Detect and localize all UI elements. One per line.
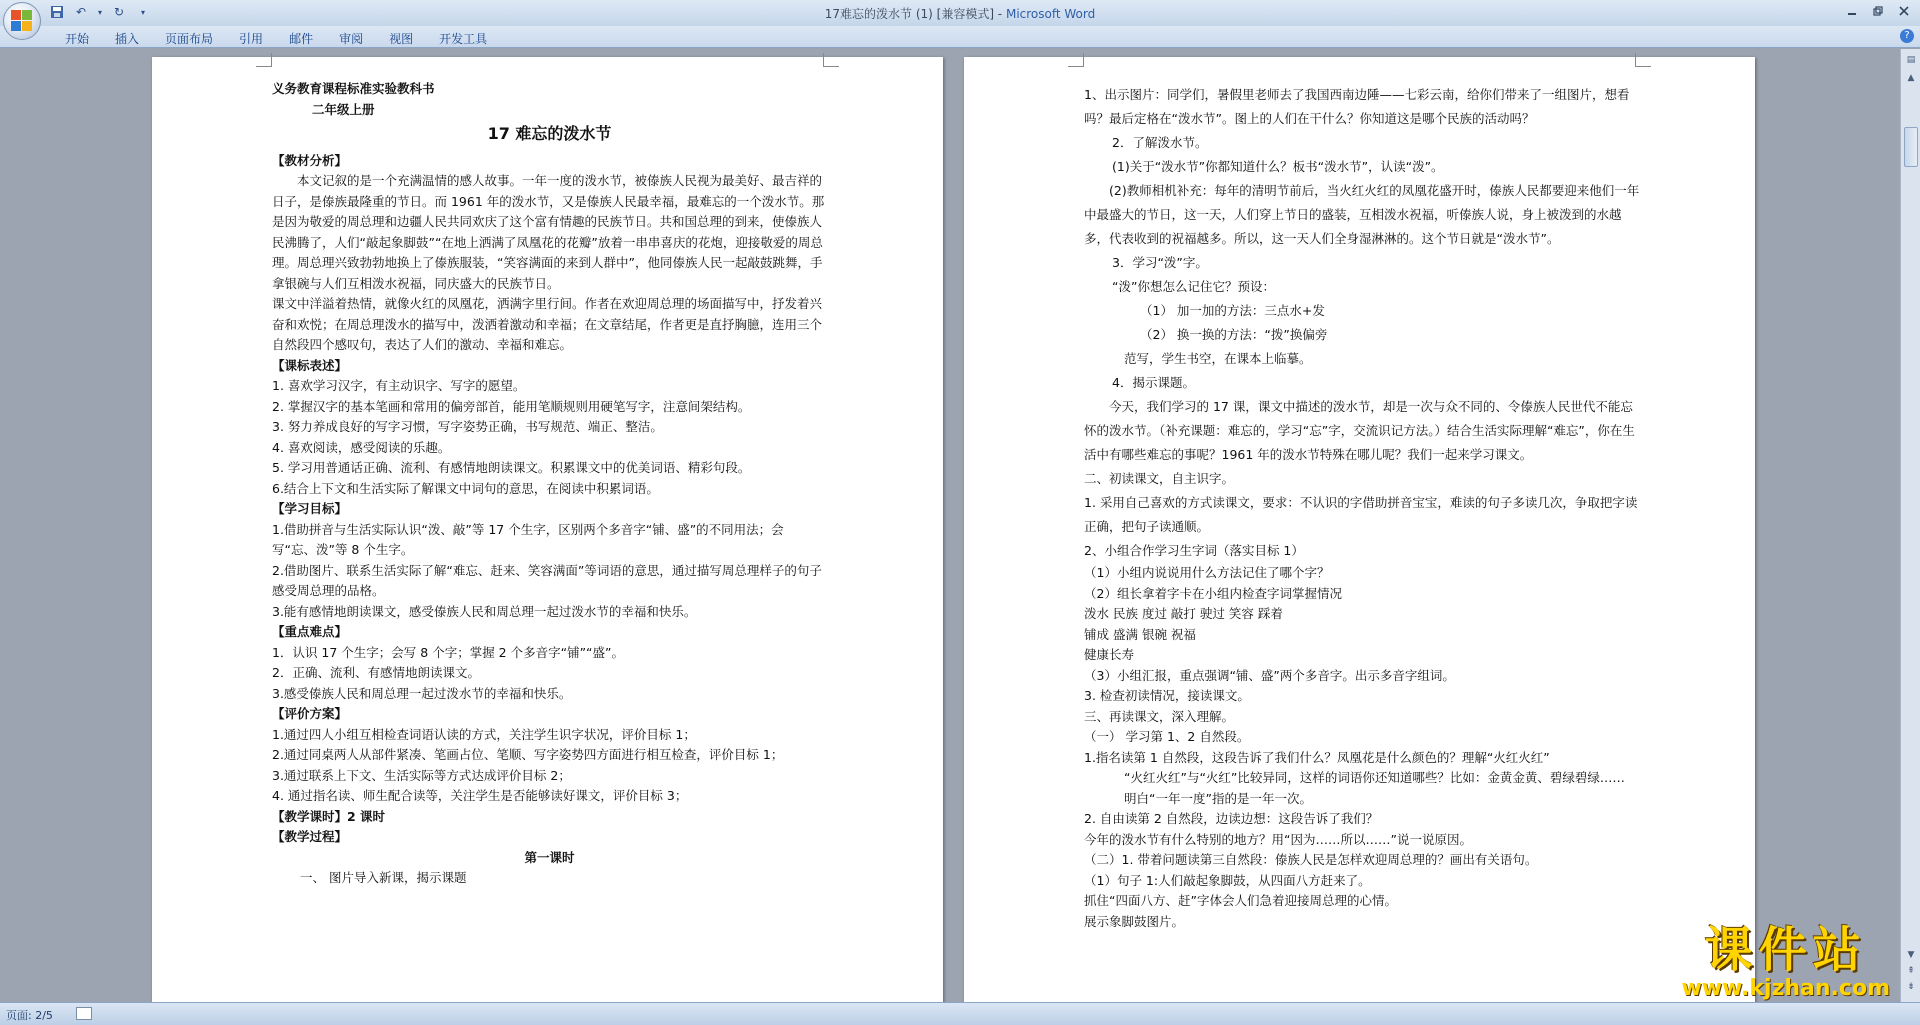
status-bar bbox=[0, 1002, 1920, 1025]
paragraph: 6.结合上下文和生活实际了解课文中词句的意思，在阅读中积累词语。 bbox=[272, 480, 659, 496]
paragraph: 3．学习“泼”字。 bbox=[1112, 255, 1208, 270]
redo-icon[interactable]: ↻ bbox=[113, 5, 125, 19]
page-right-content bbox=[1084, 83, 1644, 932]
tab-6[interactable]: 视图 bbox=[389, 32, 414, 46]
scrollbar-thumb[interactable] bbox=[1904, 127, 1918, 167]
window-controls bbox=[1840, 2, 1916, 20]
paragraph: 展示象脚鼓图片。 bbox=[1084, 913, 1185, 929]
margin-corner-mark bbox=[1068, 53, 1084, 67]
watermark-title: 课件站 bbox=[1704, 922, 1867, 978]
minimize-icon[interactable] bbox=[1840, 2, 1864, 20]
margin-corner-mark bbox=[1635, 53, 1651, 67]
paragraph: 3. 检查初读情况，接读课文。 bbox=[1084, 688, 1250, 703]
paragraph: 2．了解泼水节。 bbox=[1112, 135, 1208, 150]
ribbon bbox=[0, 26, 1920, 48]
tab-1[interactable]: 插入 bbox=[115, 32, 140, 46]
paragraph: 3.感受傣族人民和周总理一起过泼水节的幸福和快乐。 bbox=[272, 685, 572, 701]
paragraph: 3. 努力养成良好的写字习惯，写字姿势正确，书写规范、端正、整洁。 bbox=[272, 419, 663, 434]
paragraph: 4．揭示课题。 bbox=[1112, 375, 1195, 390]
vertical-scrollbar[interactable] bbox=[1900, 49, 1920, 1002]
paragraph: （1）句子 1:人们敲起象脚鼓，从四面八方赶来了。 bbox=[1084, 872, 1371, 888]
undo-dropdown-icon[interactable]: ▾ bbox=[97, 7, 102, 17]
paragraph: （二）1. 带着问题读第三自然段：傣族人民是怎样欢迎周总理的？画出有关语句。 bbox=[1084, 852, 1538, 867]
ruler-toggle-icon[interactable]: ▤ bbox=[1906, 55, 1916, 65]
paragraph: 【重点难点】 bbox=[272, 624, 348, 639]
paragraph: 本文记叙的是一个充满温情的感人故事。一年一度的泼水节，被傣族人民视为最美好、最吉祥的日子，是傣族最隆重的节日。而 1961 年的泼水节，又是傣族人民最幸福，最难忘的一个泼水节。那是因为敬爱的周总理和边疆人民共同欢庆了这个富有情趣的民族节日。共和国总理的到来，使傣族人民沸腾了，人们“敲起象脚鼓”“在地上洒满了凤凰花的花瓣”放着一串串喜庆的花炮，迎接敬爱的周总理。周总理兴致勃勃地换上了傣族服装，“笑容满面的来到人群中”，他同傣族人民一起敲鼓跳舞，手拿银碗与人们互相泼水祝福，同庆盛大的民族节日。 bbox=[272, 173, 825, 291]
paragraph: 3.能有感情地朗读课文，感受傣族人民和周总理一起过泼水节的幸福和快乐。 bbox=[272, 603, 697, 619]
paragraph: 4. 喜欢阅读，感受阅读的乐趣。 bbox=[272, 439, 451, 455]
app-name: Microsoft Word bbox=[1005, 7, 1096, 21]
paragraph: 今天，我们学习的 17 课，课文中描述的泼水节，却是一次与众不同的、令傣族人民世代不能忘怀的泼水节。（补充课题：难忘的，学习“忘”字，交流识记方法。）结合生活实际理解“难忘”，你在生活中有哪些难忘的事呢？1961 年的泼水节特殊在哪儿呢？我们一起来学习课文。 bbox=[1084, 399, 1635, 462]
previous-page-icon[interactable]: ⇞ bbox=[1907, 966, 1915, 976]
paragraph: 1. 喜欢学习汉字，有主动识字、写字的愿望。 bbox=[272, 378, 526, 393]
paragraph: 2．正确、流利、有感情地朗读课文。 bbox=[272, 665, 480, 680]
paragraph: 【教学课时】2 课时 bbox=[272, 808, 386, 824]
paragraph: 义务教育课程标准实验教科书 bbox=[272, 81, 435, 96]
close-icon[interactable] bbox=[1892, 2, 1916, 20]
paragraph: 抓住“四面八方、赶”字体会人们急着迎接周总理的心情。 bbox=[1084, 893, 1397, 908]
scroll-down-icon[interactable]: ▼ bbox=[1907, 950, 1915, 960]
paragraph: 【学习目标】 bbox=[272, 501, 348, 516]
tab-5[interactable]: 审阅 bbox=[339, 32, 364, 46]
restore-icon[interactable] bbox=[1866, 2, 1890, 20]
paragraph: 2. 掌握汉字的基本笔画和常用的偏旁部首，能用笔顺规则用硬笔写字，注意间架结构。 bbox=[272, 398, 751, 414]
watermark bbox=[1681, 924, 1890, 1001]
paragraph: 明白“一年一度”指的是一年一次。 bbox=[1124, 790, 1312, 806]
paragraph: 【教材分析】 bbox=[272, 152, 348, 168]
page-left-content bbox=[272, 79, 827, 889]
tab-4[interactable]: 邮件 bbox=[289, 32, 314, 46]
margin-corner-mark bbox=[823, 53, 839, 67]
paragraph: 今年的泼水节有什么特别的地方？用“因为……所以……”说一说原因。 bbox=[1084, 831, 1472, 847]
paragraph: （2）组长拿着字卡在小组内检查字词掌握情况 bbox=[1084, 585, 1342, 601]
paragraph: (1)关于“泼水节”你都知道什么？板书“泼水节”，认读“泼”。 bbox=[1112, 159, 1444, 174]
paragraph: 二、初读课文，自主识字。 bbox=[1084, 471, 1235, 486]
paragraph: 3.通过联系上下文、生活实际等方式达成评价目标 2； bbox=[272, 767, 571, 783]
paragraph: 【教学过程】 bbox=[272, 829, 348, 844]
window-title bbox=[0, 5, 1920, 22]
paragraph: （3）小组汇报，重点强调“铺、盛”两个多音字。出示多音字组词。 bbox=[1084, 667, 1455, 683]
paragraph: 2.通过同桌两人从部件紧凑、笔画占位、笔顺、写字姿势四方面进行相互检查，评价目标 1； bbox=[272, 747, 784, 762]
paragraph: 铺成 盛满 银碗 祝福 bbox=[1084, 626, 1196, 642]
paragraph: “泼”你想怎么记住它？预设： bbox=[1112, 279, 1275, 294]
paragraph: 2. 自由读第 2 自然段，边读边想：这段告诉了我们？ bbox=[1084, 811, 1379, 826]
paragraph: 1.指名读第 1 自然段，这段告诉了我们什么？凤凰花是什么颜色的？理解“火红火红” bbox=[1084, 749, 1550, 765]
margin-corner-mark bbox=[256, 53, 272, 67]
paragraph: “火红火红”与“火红”比较异同，这样的词语你还知道哪些？比如：金黄金黄、碧绿碧绿…… bbox=[1124, 770, 1625, 785]
tab-0[interactable]: 开始 bbox=[65, 32, 90, 46]
help-icon[interactable]: ? bbox=[1900, 29, 1914, 43]
office-logo-icon bbox=[11, 10, 33, 32]
paragraph: （2） 换一换的方法：“拨”换偏旁 bbox=[1140, 327, 1328, 342]
paragraph: 一、 图片导入新课，揭示课题 bbox=[300, 870, 467, 885]
paragraph: 【课标表述】 bbox=[272, 357, 348, 373]
paragraph: 1、出示图片：同学们，暑假里老师去了我国西南边陲——七彩云南，给你们带来了一组图片，想看吗？最后定格在“泼水节”。图上的人们在干什么？你知道这是哪个民族的活动吗？ bbox=[1084, 87, 1630, 126]
paragraph: 1．认识 17 个生字；会写 8 个字；掌握 2 个多音字“铺”“盛”。 bbox=[272, 644, 625, 660]
ribbon-tabs bbox=[52, 29, 500, 48]
next-page-icon[interactable]: ⇟ bbox=[1907, 982, 1915, 992]
paragraph: 范写，学生书空，在课本上临摹。 bbox=[1124, 351, 1312, 366]
proofing-icon[interactable] bbox=[76, 1007, 92, 1020]
paragraph: 【评价方案】 bbox=[272, 706, 348, 721]
paragraph: 5. 学习用普通话正确、流利、有感情地朗读课文。积累课文中的优美词语、精彩句段。 bbox=[272, 460, 751, 475]
customize-toolbar-icon[interactable]: ▾ bbox=[140, 7, 145, 17]
document-title: 17难忘的泼水节 (1) [兼容模式] - bbox=[824, 7, 1006, 21]
paragraph: 2.借助图片、联系生活实际了解“难忘、赶来、笑容满面”等词语的意思，通过描写周总理样子的句子感受周总理的品格。 bbox=[272, 562, 822, 598]
paragraph: (2)教师相机补充：每年的清明节前后，当火红火红的凤凰花盛开时，傣族人民都要迎来他们一年中最盛大的节日，这一天，人们穿上节日的盛装，互相泼水祝福，听傣族人说，身上被泼到的水越多，代表收到的祝福越多。所以，这一天人们全身湿淋淋的。这个节日就是“泼水节”。 bbox=[1084, 183, 1640, 246]
title-bar bbox=[0, 0, 1920, 26]
undo-icon[interactable]: ↶ bbox=[75, 5, 87, 19]
tab-3[interactable]: 引用 bbox=[239, 32, 264, 46]
paragraph: 1.借助拼音与生活实际认识“泼、敲”等 17 个生字，区别两个多音字“铺、盛”的不同用法；会写“忘、泼”等 8 个生字。 bbox=[272, 521, 784, 557]
paragraph: （1） 加一加的方法：三点水+发 bbox=[1140, 303, 1325, 318]
page-right[interactable] bbox=[964, 57, 1755, 1002]
paragraph: 课文中洋溢着热情，就像火红的凤凰花，洒满字里行间。作者在欢迎周总理的场面描写中，抒发着兴奋和欢悦；在周总理泼水的描写中，泼洒着激动和幸福；在文章结尾，作者更是直抒胸臆，连用三个自然段四个感叹句，表达了人们的激动、幸福和难忘。 bbox=[272, 296, 823, 352]
tab-2[interactable]: 页面布局 bbox=[165, 32, 214, 46]
document-area bbox=[0, 49, 1900, 1002]
paragraph: 17 难忘的泼水节 bbox=[487, 124, 612, 143]
paragraph: 1.通过四人小组互相检查词语认读的方式，关注学生识字状况，评价目标 1； bbox=[272, 726, 696, 742]
page-left[interactable] bbox=[152, 57, 943, 1002]
scroll-up-icon[interactable]: ▲ bbox=[1907, 73, 1915, 83]
paragraph: 1. 采用自己喜欢的方式读课文，要求：不认识的字借助拼音宝宝，难读的句子多读几次，争取把字读正确，把句子读通顺。 bbox=[1084, 495, 1638, 534]
tab-7[interactable]: 开发工具 bbox=[439, 32, 488, 46]
paragraph: 三、再读课文，深入理解。 bbox=[1084, 708, 1235, 724]
paragraph: 健康长寿 bbox=[1084, 647, 1135, 662]
watermark-url: www.kjzhan.com bbox=[1681, 976, 1890, 1001]
paragraph: 第一课时 bbox=[524, 849, 575, 865]
paragraph: （1）小组内说说用什么方法记住了哪个字？ bbox=[1084, 565, 1330, 580]
office-button[interactable] bbox=[3, 2, 41, 40]
paragraph: 2、小组合作学习生字词（落实目标 1） bbox=[1084, 543, 1304, 558]
paragraph: 泼水 民族 度过 敲打 驶过 笑容 踩着 bbox=[1084, 606, 1283, 621]
paragraph: （一） 学习第 1、2 自然段。 bbox=[1084, 729, 1250, 744]
paragraph: 二年级上册 bbox=[312, 101, 375, 117]
paragraph: 4. 通过指名读、师生配合读等，关注学生是否能够读好课文，评价目标 3； bbox=[272, 788, 688, 803]
page-indicator[interactable]: 页面: 2/5 bbox=[6, 1009, 53, 1022]
